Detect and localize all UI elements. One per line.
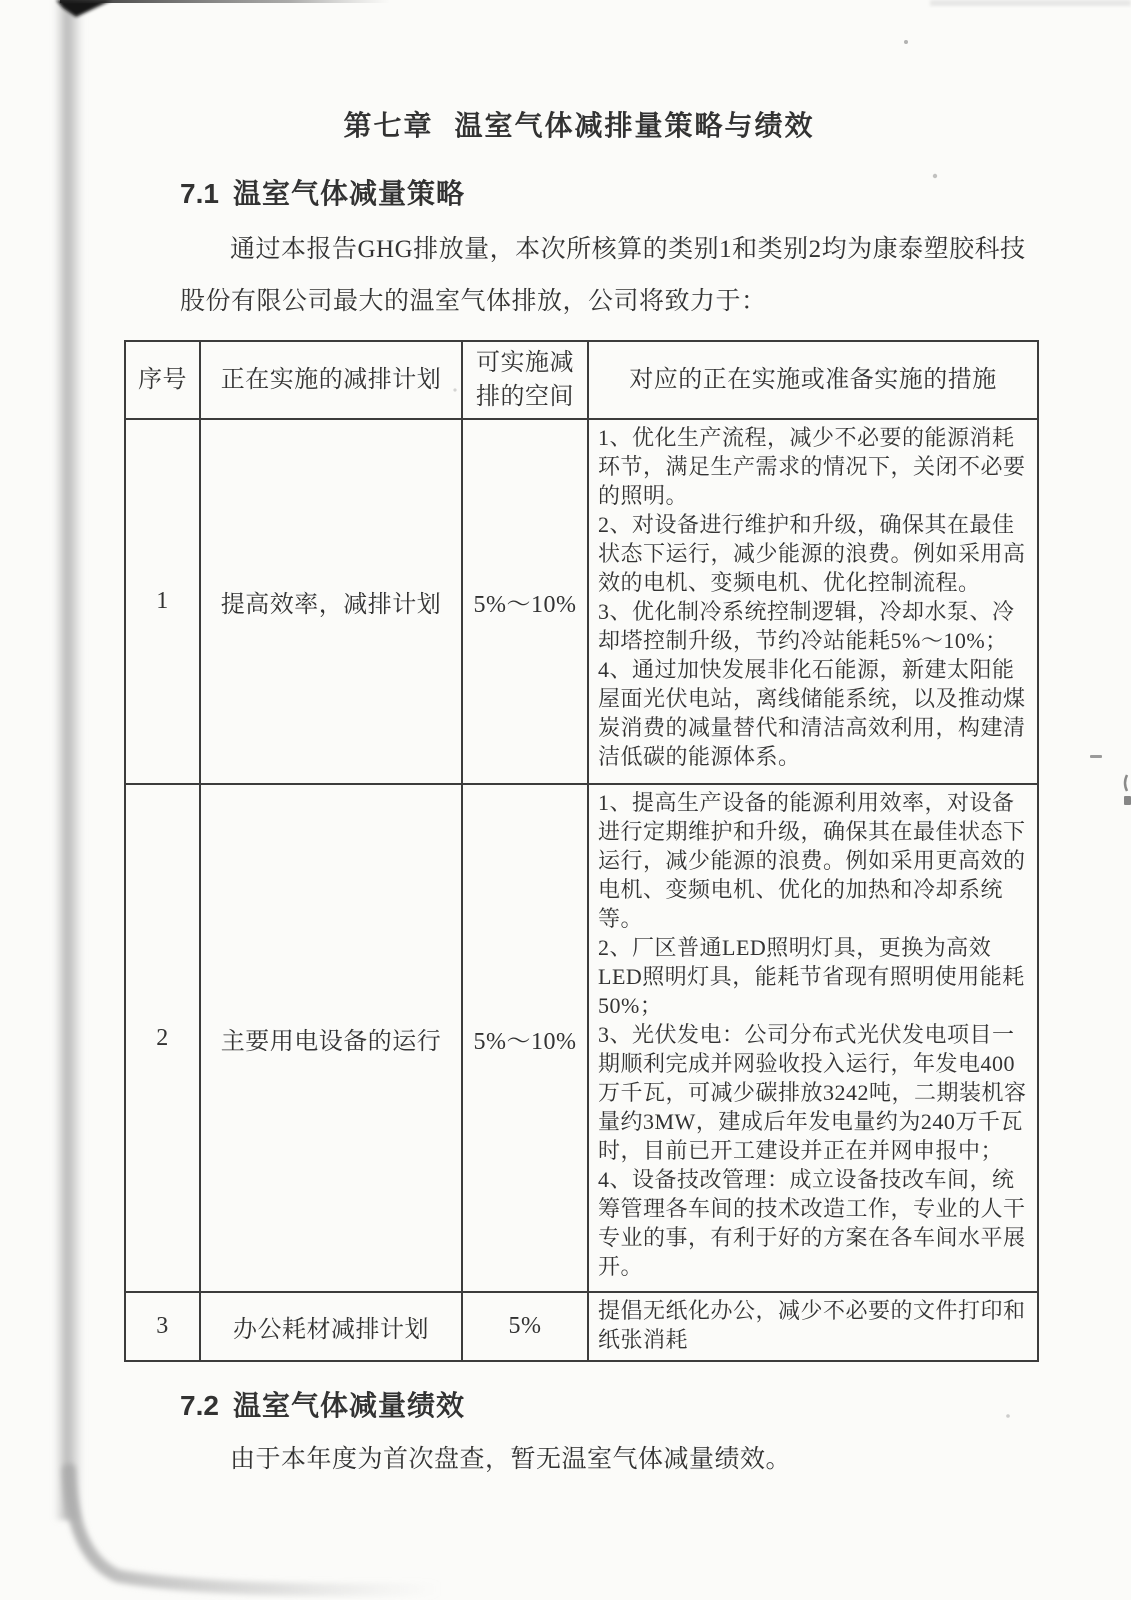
row-measures <box>588 1292 1038 1361</box>
corner-fold-mark <box>56 0 112 17</box>
section-7-1-heading <box>180 174 1037 214</box>
edge-mark <box>1125 775 1127 791</box>
chapter-title: 第七章 温室气体减排量策略与绩效 <box>343 111 815 142</box>
table-row <box>125 419 1038 784</box>
closing-paragraph: 由于本年度为首次盘查，暂无温室气体减量绩效。 <box>230 1446 792 1473</box>
row-seq: 1 <box>125 419 200 784</box>
row-plan: 主要用电设备的运行 <box>200 784 462 1292</box>
row-seq: 3 <box>125 1292 200 1361</box>
measure-item: 4、设备技改管理：成立设备技改车间，统筹管理各车间的技术改造工作，专业的人干专业的事，有利于好的方案在各车间水平展开。 <box>598 1167 1026 1279</box>
reduction-plan-table <box>124 340 1039 1362</box>
col-header-measures: 对应的正在实施或准备实施的措施 <box>588 341 1038 419</box>
section-7-2-number: 7.2 <box>180 1390 219 1421</box>
col-header-seq: 序号 <box>125 341 200 419</box>
table-row <box>125 1292 1038 1361</box>
col-header-space: 可实施减排的空间 <box>462 341 588 419</box>
row-plan: 办公耗材减排计划 <box>200 1292 462 1361</box>
row-space: 5%～10% <box>462 419 588 784</box>
bottom-page-curl <box>69 1470 440 1590</box>
row-measures <box>588 419 1038 784</box>
row-measures <box>588 784 1038 1292</box>
measure-item: 2、对设备进行维护和升级，确保其在最佳状态下运行，减少能源的浪费。例如采用高效的电机、变频电机、优化控制流程。 <box>598 512 1026 595</box>
measure-item: 3、光伏发电：公司分布式光伏发电项目一期顺利完成并网验收投入运行，年发电400万千瓦，可减少碳排放3242吨，二期装机容量约3MW，建成后年发电量约为240万千瓦时，目前已开工建设并正在并网申报中； <box>598 1022 1027 1163</box>
measure-item: 3、优化制冷系统控制逻辑，冷却水泵、冷却塔控制升级，节约冷站能耗5%～10%； <box>598 599 1015 653</box>
table-header-row <box>125 341 1038 419</box>
document-content <box>121 0 1037 1480</box>
left-edge-shadow <box>54 0 84 1520</box>
section-7-1-number: 7.1 <box>180 178 219 209</box>
row-plan: 提高效率，减排计划 <box>200 419 462 784</box>
section-7-1-title: 温室气体减量策略 <box>232 178 465 209</box>
section-7-2-title: 温室气体减量绩效 <box>232 1390 465 1421</box>
row-space: 5%～10% <box>462 784 588 1292</box>
measure-item: 1、提高生产设备的能源利用效率，对设备进行定期维护和升级，确保其在最佳状态下运行，减少能源的浪费。例如采用更高效的电机、变频电机、优化的加热和冷却系统等。 <box>598 790 1026 931</box>
row-seq: 2 <box>125 784 200 1292</box>
edge-mark <box>1124 796 1131 805</box>
table-row <box>125 784 1038 1292</box>
measure-item: 提倡无纸化办公，减少不必要的文件打印和纸张消耗 <box>598 1298 1026 1352</box>
intro-paragraph: 通过本报告GHG排放量，本次所核算的类别1和类别2均为康泰塑胶科技股份有限公司最大的温室气体排放，公司将致力于： <box>180 236 1026 315</box>
measure-item: 1、优化生产流程，减少不必要的能源消耗环节，满足生产需求的情况下，关闭不必要的照明。 <box>598 425 1026 508</box>
noise-dash <box>1090 755 1102 758</box>
measure-item: 4、通过加快发展非化石能源，新建太阳能屋面光伏电站，离线储能系统，以及推动煤炭消费的减量替代和清洁高效利用，构建清洁低碳的能源体系。 <box>598 657 1026 769</box>
row-space: 5% <box>462 1292 588 1361</box>
section-7-2-heading <box>180 1386 1037 1426</box>
col-header-plan: 正在实施的减排计划 <box>200 341 462 419</box>
measure-item: 2、厂区普通LED照明灯具，更换为高效LED照明灯具，能耗节省现有照明使用能耗50%； <box>598 935 1025 1018</box>
